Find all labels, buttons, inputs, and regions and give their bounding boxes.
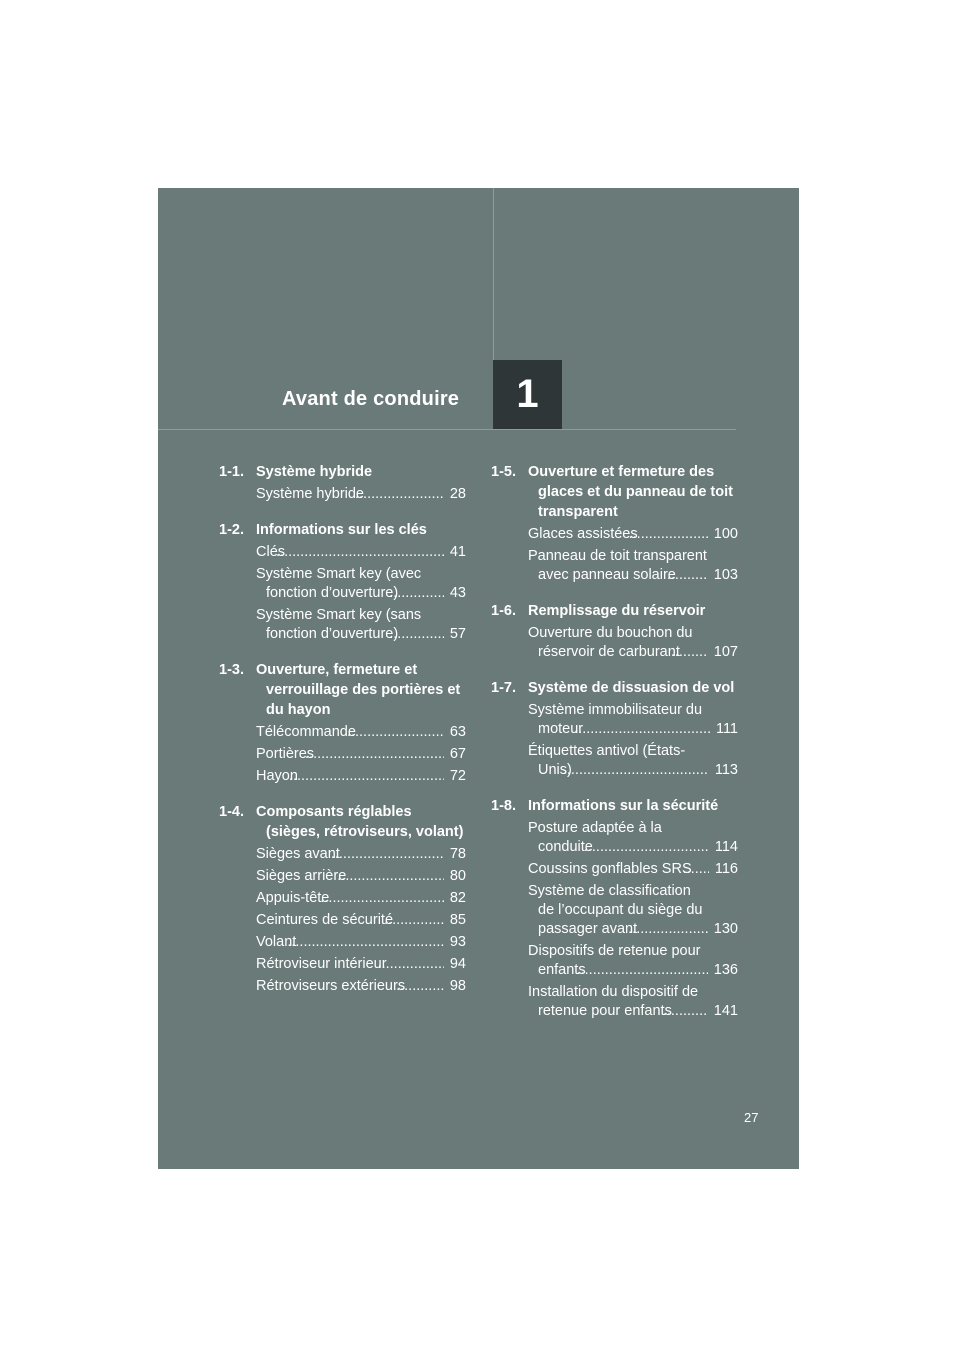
- toc-entry[interactable]: [528, 742, 738, 780]
- section-heading[interactable]: [491, 796, 738, 816]
- entry-page-number: 94: [444, 955, 466, 974]
- section-number: 1-3.: [219, 662, 244, 678]
- toc-entry[interactable]: [528, 701, 738, 739]
- entry-page-number: 85: [444, 911, 466, 930]
- section-number: 1-8.: [491, 798, 516, 814]
- entry-title: Système de classification de l’occupant du siège du passager avant .....: [528, 882, 708, 939]
- entry-page-number: 103: [708, 566, 738, 585]
- toc-entry[interactable]: [256, 955, 466, 974]
- entry-page-number: 114: [709, 838, 738, 857]
- chapter-number-box: [493, 360, 562, 429]
- toc-entry[interactable]: [256, 606, 466, 644]
- section-title: Système de dissuasion de vol: [528, 680, 735, 696]
- entry-title: Appuis-tête .....: [256, 889, 444, 908]
- toc-entry[interactable]: [256, 845, 466, 864]
- entry-title: Sièges avant .....: [256, 845, 444, 864]
- toc-section: [491, 601, 738, 662]
- toc-section: [219, 660, 466, 786]
- section-title: Informations sur les clés: [256, 522, 427, 538]
- entry-title: Ceintures de sécurité .....: [256, 911, 444, 930]
- toc-column-left: [219, 462, 466, 1012]
- section-items: [219, 845, 466, 996]
- section-title: Informations sur la sécurité: [528, 798, 719, 814]
- entry-title: Coussins gonflables SRS .....: [528, 860, 709, 879]
- toc-entry[interactable]: [256, 867, 466, 886]
- chapter-panel: [158, 188, 799, 1169]
- section-heading[interactable]: [219, 660, 466, 720]
- entry-title: Sièges arrière .....: [256, 867, 444, 886]
- toc-entry[interactable]: [256, 723, 466, 742]
- section-title: Composants réglables (sièges, rétroviseurs, volant): [256, 804, 464, 840]
- section-number: 1-1.: [219, 464, 244, 480]
- entry-title: Portières .....: [256, 745, 444, 764]
- entry-title: Étiquettes antivol (États-Unis) .....: [528, 742, 709, 780]
- chapter-title: Avant de conduire: [282, 388, 460, 410]
- section-number: 1-6.: [491, 603, 516, 619]
- section-number: 1-4.: [219, 804, 244, 820]
- entry-page-number: 116: [709, 860, 738, 879]
- entry-page-number: 80: [444, 867, 466, 886]
- section-heading[interactable]: [219, 802, 466, 842]
- toc-entry[interactable]: [256, 977, 466, 996]
- section-heading[interactable]: [491, 678, 738, 698]
- entry-page-number: 41: [444, 543, 466, 562]
- section-title: Ouverture et fermeture des glaces et du panneau de toit transparent: [528, 464, 733, 520]
- chapter-number: 1: [516, 372, 539, 416]
- section-heading[interactable]: [491, 601, 738, 621]
- entry-title: Système hybride .....: [256, 485, 444, 504]
- toc-entry[interactable]: [256, 911, 466, 930]
- toc-entry[interactable]: [528, 624, 738, 662]
- toc-entry[interactable]: [256, 933, 466, 952]
- toc-entry[interactable]: [528, 525, 738, 544]
- section-items: [219, 485, 466, 504]
- toc-section: [491, 462, 738, 585]
- toc-entry[interactable]: [256, 565, 466, 603]
- entry-title: Rétroviseurs extérieurs .....: [256, 977, 444, 996]
- entry-title: Dispositifs de retenue pour enfants .....: [528, 942, 708, 980]
- toc-entry[interactable]: [528, 983, 738, 1021]
- entry-page-number: 63: [444, 723, 466, 742]
- section-title: Remplissage du réservoir: [528, 603, 706, 619]
- entry-title: Rétroviseur intérieur .....: [256, 955, 444, 974]
- section-title: Système hybride: [256, 464, 373, 480]
- entry-page-number: 93: [444, 933, 466, 952]
- toc-section: [219, 520, 466, 644]
- section-heading[interactable]: [219, 462, 466, 482]
- entry-page-number: 78: [444, 845, 466, 864]
- entry-page-number: 82: [444, 889, 466, 908]
- entry-page-number: 43: [444, 584, 466, 603]
- toc-entry[interactable]: [256, 543, 466, 562]
- section-number: 1-5.: [491, 464, 516, 480]
- entry-page-number: 113: [709, 761, 738, 780]
- entry-page-number: 111: [710, 720, 738, 739]
- section-items: [491, 701, 738, 780]
- entry-title: Installation du dispositif de retenue pour enfants .....: [528, 983, 708, 1021]
- toc-entry[interactable]: [256, 889, 466, 908]
- page-number: 27: [744, 1110, 759, 1125]
- section-number: 1-7.: [491, 680, 516, 696]
- vertical-divider: [493, 188, 494, 360]
- entry-page-number: 130: [708, 920, 738, 939]
- entry-title: Hayon .....: [256, 767, 444, 786]
- section-items: [219, 723, 466, 786]
- section-items: [491, 525, 738, 585]
- entry-page-number: 98: [444, 977, 466, 996]
- section-items: [491, 624, 738, 662]
- entry-title: Volant .....: [256, 933, 444, 952]
- toc-entry[interactable]: [528, 942, 738, 980]
- toc-section: [219, 462, 466, 504]
- entry-title: Glaces assistées .....: [528, 525, 708, 544]
- toc-section: [491, 796, 738, 1021]
- horizontal-divider: [158, 429, 736, 430]
- section-heading[interactable]: [219, 520, 466, 540]
- toc-entry[interactable]: [528, 882, 738, 939]
- section-items: [491, 819, 738, 1021]
- entry-page-number: 72: [444, 767, 466, 786]
- entry-title: Système Smart key (sans fonction d’ouverture) .....: [256, 606, 444, 644]
- entry-page-number: 100: [708, 525, 738, 544]
- toc-section: [491, 678, 738, 780]
- entry-title: Télécommande .....: [256, 723, 444, 742]
- toc-entry[interactable]: [528, 860, 738, 879]
- entry-page-number: 57: [444, 625, 466, 644]
- toc-entry[interactable]: [256, 485, 466, 504]
- toc-entry[interactable]: [256, 745, 466, 764]
- toc-entry[interactable]: [256, 767, 466, 786]
- entry-title: Système immobilisateur du moteur .....: [528, 701, 710, 739]
- entry-page-number: 141: [708, 1002, 738, 1021]
- toc-section: [219, 802, 466, 996]
- entry-title: Panneau de toit transparent avec panneau solaire .....: [528, 547, 708, 585]
- toc-column-right: [491, 462, 738, 1037]
- entry-title: Posture adaptée à la conduite .....: [528, 819, 709, 857]
- entry-title: Clés .....: [256, 543, 444, 562]
- section-items: [219, 543, 466, 644]
- entry-page-number: 28: [444, 485, 466, 504]
- entry-title: Système Smart key (avec fonction d’ouverture) .....: [256, 565, 444, 603]
- toc-entry[interactable]: [528, 819, 738, 857]
- entry-page-number: 107: [708, 643, 738, 662]
- toc-entry[interactable]: [528, 547, 738, 585]
- entry-page-number: 136: [708, 961, 738, 980]
- section-number: 1-2.: [219, 522, 244, 538]
- entry-title: Ouverture du bouchon du réservoir de carburant .....: [528, 624, 708, 662]
- section-title: Ouverture, fermeture et verrouillage des portières et du hayon: [256, 662, 461, 718]
- entry-page-number: 67: [444, 745, 466, 764]
- section-heading[interactable]: [491, 462, 738, 522]
